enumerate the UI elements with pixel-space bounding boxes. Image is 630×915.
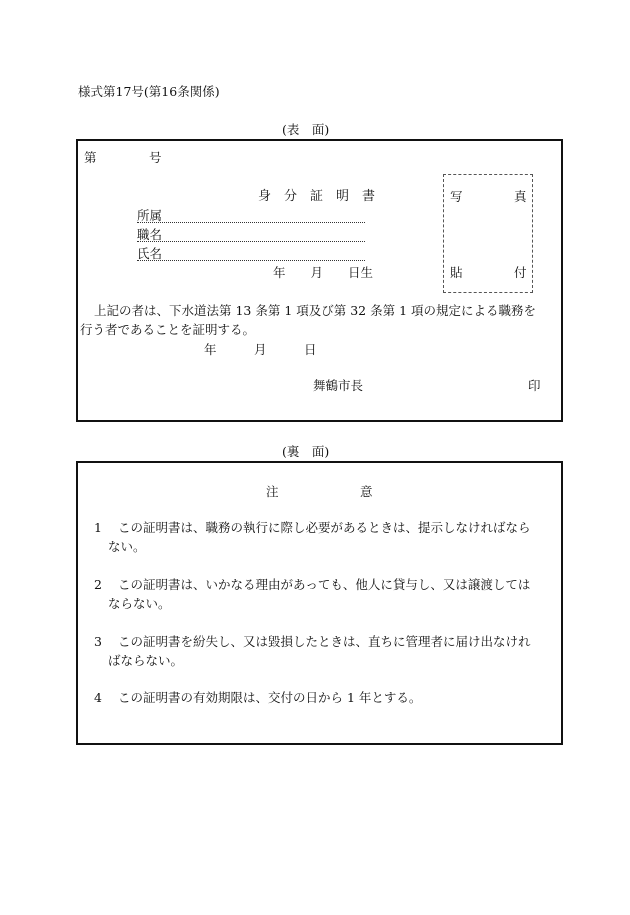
note-item-2 [94, 575, 562, 614]
note-number: 3 [94, 634, 102, 649]
certificate-number-prefix: 第 [84, 150, 97, 165]
note-number: 4 [94, 690, 102, 705]
notes-heading-right: 意 [360, 484, 373, 499]
certificate-number-suffix: 号 [149, 150, 162, 165]
note-text: この証明書の有効期限は、交付の日から 1 年とする。 [118, 690, 422, 705]
note-text-continued: ばならない。 [108, 653, 184, 669]
photo-label-fu: 付 [514, 265, 527, 280]
statement-line-1: 上記の者は、下水道法第 13 条第 1 項及び第 32 条第 1 項の規定による職務を [94, 303, 537, 318]
photo-label-shin: 真 [514, 189, 527, 204]
photo-label-chou: 貼 [450, 265, 463, 280]
note-text-continued: ならない。 [108, 596, 171, 612]
note-item-3 [94, 632, 562, 671]
field-name-label: 氏名 [137, 246, 163, 261]
note-number: 2 [94, 577, 102, 592]
back-caption: (裏 面) [282, 444, 330, 459]
note-text-continued: ない。 [108, 539, 146, 555]
note-text: この証明書は、いかなる理由があっても、他人に貸与し、又は譲渡しては [118, 577, 531, 592]
note-text: この証明書は、職務の執行に際し必要があるときは、提示しなければなら [118, 520, 531, 535]
note-text: この証明書を紛失し、又は毀損したときは、直ちに管理者に届け出なけれ [118, 634, 531, 649]
field-affiliation-label: 所属 [137, 208, 163, 223]
note-number: 1 [94, 520, 102, 535]
statement-line-2: 行う者であることを証明する。 [80, 322, 256, 337]
field-position-line [137, 241, 365, 242]
birth-date-label: 年 月 日生 [273, 265, 374, 280]
note-item-1 [94, 518, 562, 557]
form-number-label: 様式第17号(第16条関係) [78, 84, 220, 99]
front-caption: (表 面) [282, 122, 330, 137]
field-affiliation-line [137, 222, 365, 223]
certificate-title: 身 分 証 明 書 [258, 189, 376, 204]
field-position-label: 職名 [137, 227, 163, 242]
note-item-4 [94, 688, 562, 707]
issue-date-label: 年 月 日 [204, 342, 317, 357]
seal-mark: 印 [528, 378, 541, 393]
notes-heading-left: 注 [266, 484, 279, 499]
photo-label-sha: 写 [450, 189, 463, 204]
issuer-name: 舞鶴市長 [313, 378, 364, 393]
field-name-line [137, 260, 365, 261]
